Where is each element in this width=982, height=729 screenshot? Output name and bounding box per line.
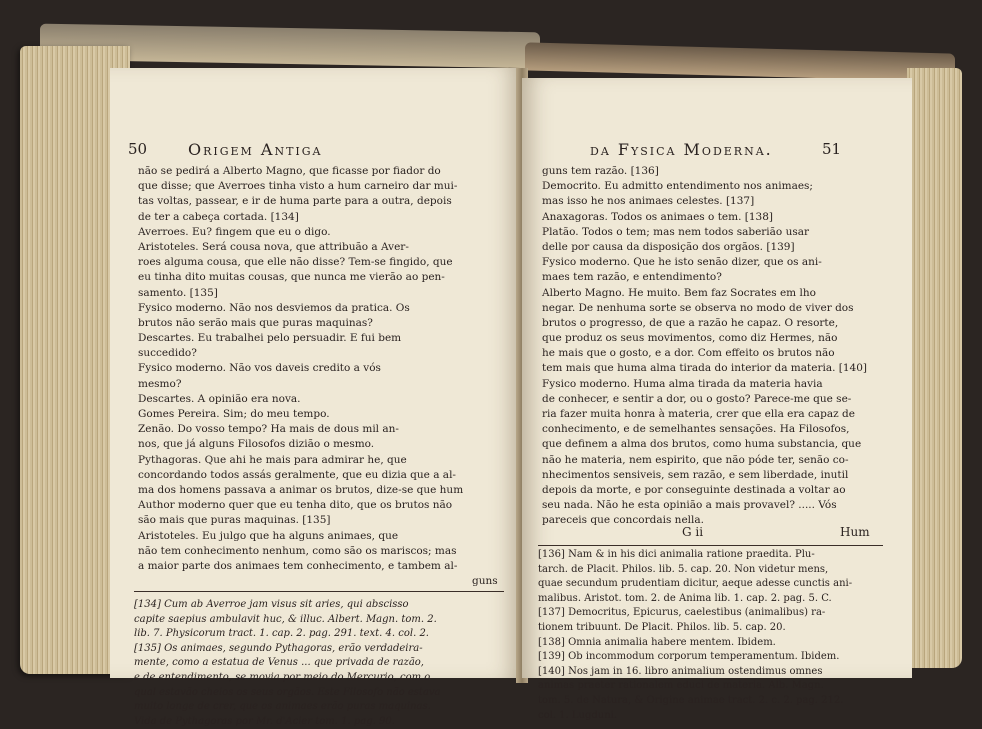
- text-line: samento. [135]: [138, 286, 218, 299]
- footnote-line: [140] Nos jam in 16. libro animalium ostendimus omnes: [538, 665, 823, 677]
- text-line: mas isso he nos animaes celestes. [137]: [542, 195, 755, 208]
- footnote-line: e de entendimento, se movia por meio do Mercurio, com o: [134, 671, 431, 683]
- text-line: de ter a cabeça cortada. [134]: [138, 210, 299, 223]
- text-line: mesmo?: [138, 377, 182, 390]
- text-line: Aristoteles. Eu julgo que ha alguns animaes, que: [138, 529, 399, 542]
- text-line: nos, que já alguns Filosofos dizião o mesmo.: [138, 438, 375, 451]
- text-line: depois da morte, e por conseguinte destinada a voltar ao: [542, 483, 846, 496]
- text-line: tem mais que huma alma tirada do interior da materia. [140]: [542, 362, 867, 375]
- footnote-rule: [134, 591, 504, 592]
- text-line: maes tem razão, e entendimento?: [542, 271, 722, 284]
- footnote-line: [135] Os animaes, segundo Pythagoras, erão verdadeira-: [134, 642, 423, 654]
- text-line: brutos o progresso, de que a razão he capaz. O resorte,: [542, 316, 839, 329]
- text-line: Platão. Todos o tem; mas nem todos saberião usar: [542, 225, 810, 238]
- footnote-line: lib. 7. Physicorum tract. 1. cap. 2. pag. 291. text. 4. col. 2.: [134, 628, 429, 640]
- text-line: Fysico moderno. Que he isto senão dizer, que os ani-: [542, 256, 822, 269]
- footnote-line: animas praeter rationalem educi de materia. Alb. Magn.: [538, 680, 824, 692]
- text-line: que produz os seus movimentos, como diz Hermes, não: [542, 332, 838, 345]
- footnote-line: tom. 5. de Natura, & Origine animae tract. 2. c. 2. pag. 212.: [538, 694, 844, 706]
- footnote-line: qual estavão cheios os seus orgãos. Este Filosofo não estava: [134, 686, 441, 698]
- right-page: [522, 78, 912, 721]
- text-line: seu nada. Não he esta opinião a mais provavel? ..... Vós: [542, 499, 837, 512]
- text-line: não he materia, nem espirito, que não póde ter, senão co-: [542, 453, 849, 466]
- text-line: Descartes. Eu trabalhei pelo persuadir. E fui bem: [138, 332, 402, 345]
- text-line: Democrito. Eu admitto entendimento nos animaes;: [542, 180, 813, 193]
- text-line: Pythagoras. Que ahi he mais para admirar he, que: [138, 453, 407, 466]
- text-line: Anaxagoras. Todos os animaes o tem. [138]: [542, 210, 773, 223]
- footnote-line: tionem tribuunt. De Placit. Philos. lib. 5. cap. 20.: [538, 621, 786, 633]
- footnote-line: mente, como a estatua de Venus ... que privada de razão,: [134, 657, 424, 669]
- footnote-line: [136] Nam & in his dici animalia ratione praedita. Plu-: [538, 549, 815, 560]
- text-line: Descartes. A opinião era nova.: [138, 392, 301, 405]
- text-line: não tem conhecimento nenhum, como são os mariscos; mas: [138, 544, 457, 557]
- text-line: nhecimentos sensiveis, sem razão, e sem liberdade, inutil: [542, 468, 849, 481]
- text-line: ma dos homens passava a animar os brutos, dize-se que hum: [138, 483, 464, 496]
- text-line: tas voltas, passear, e ir de huma parte para a outra, depois: [138, 195, 452, 208]
- footnote-line: capite saepius ambulavit huc, & illuc. Albert. Magn. tom. 2.: [134, 613, 437, 625]
- page-number: 51: [822, 140, 842, 158]
- right-footnotes: [538, 548, 852, 723]
- left-footnotes: [134, 598, 441, 729]
- footnote-line: [137] Democritus, Epicurus, caelestibus (animalibus) ra-: [538, 607, 826, 619]
- text-line: a maior parte dos animaes tem conhecimento, e tambem al-: [138, 559, 458, 572]
- text-line: Aristoteles. Será cousa nova, que attribuão a Aver-: [138, 240, 409, 253]
- running-head: Origem Antiga: [188, 140, 323, 159]
- book-top-edge-right: [525, 42, 955, 81]
- catchword: Hum: [840, 525, 870, 539]
- text-line: succedido?: [138, 347, 197, 360]
- text-line: que definem a alma dos brutos, como huma substancia, que: [542, 438, 862, 451]
- text-line: que disse; que Averroes tinha visto a hum carneiro dar mui-: [138, 180, 458, 193]
- right-body-text: [542, 164, 867, 529]
- running-head: da Fysica Moderna.: [590, 140, 773, 159]
- text-line: delle por causa da disposição dos orgãos. [139]: [542, 240, 795, 253]
- left-page: [110, 68, 520, 727]
- text-line: Averroes. Eu? fingem que eu o digo.: [138, 225, 331, 238]
- text-line: Author moderno quer que eu tenha dito, que os brutos não: [138, 499, 453, 512]
- footnote-line: malibus. Aristot. tom. 2. de Anima lib. 1. cap. 2. pag. 5. C.: [538, 592, 832, 604]
- text-line: são mais que puras maquinas. [135]: [138, 514, 331, 527]
- text-line: conhecimento, e de semelhantes sensações. Ha Filosofos,: [542, 423, 850, 436]
- text-line: roes alguma cousa, que elle não disse? Tem-se fingido, que: [138, 256, 453, 269]
- text-line: Zenão. Do vosso tempo? Ha mais de dous mil an-: [138, 423, 399, 436]
- text-line: eu tinha dito muitas cousas, que nunca me vierão ao pen-: [138, 271, 445, 284]
- text-line: de conhecer, e sentir a dor, ou o gosto? Parece-me que se-: [542, 392, 852, 405]
- footnote-line: [139] Ob incommodum corporum temperamentum. Ibidem.: [538, 651, 840, 663]
- page-number: 50: [128, 140, 148, 158]
- text-line: Alberto Magno. He muito. Bem faz Socrates em lho: [542, 286, 816, 299]
- signature-mark: G ii: [682, 525, 704, 539]
- footnote-line: [138] Omnia animalia habere mentem. Ibidem.: [538, 636, 776, 648]
- text-line: ria fazer muita honra à materia, crer que ella era capaz de: [542, 408, 855, 420]
- page-block-right: [907, 68, 962, 668]
- text-line: brutos não serão mais que puras maquinas?: [138, 316, 373, 329]
- text-line: Fysico moderno. Huma alma tirada da materia havia: [542, 377, 823, 390]
- text-line: he mais que o gosto, e a dor. Com effeito os brutos não: [542, 347, 835, 360]
- text-line: não se pedirá a Alberto Magno, que ficasse por fiador do: [138, 165, 441, 177]
- catchword: guns: [472, 575, 498, 587]
- footnote-rule: [538, 545, 883, 546]
- footnote-line: quae secundum prudentiam dicitur, aeque adesse cunctis ani-: [538, 578, 853, 590]
- text-line: negar. De nenhuma sorte se observa no modo de viver dos: [542, 301, 854, 314]
- text-line: Gomes Pereira. Sim; do meu tempo.: [138, 408, 330, 420]
- footnote-line: Vida de Pythagoras por Mr. d'Acier tom. 1. pag. 90.: [134, 715, 395, 727]
- footnote-line: muito longe de crer, que os animaes erão puras maquinas.: [134, 701, 431, 713]
- footnote-line: col. 1. Lugduni.: [538, 709, 618, 721]
- open-book: [20, 28, 962, 727]
- text-line: pareceis que concordais nella.: [542, 514, 704, 527]
- left-body-text: [138, 164, 463, 574]
- text-line: Fysico moderno. Não vos daveis credito a vós: [138, 362, 381, 375]
- text-line: Fysico moderno. Não nos desviemos da pratica. Os: [138, 301, 410, 314]
- text-line: guns tem razão. [136]: [542, 165, 659, 177]
- text-line: concordando todos assás geralmente, que eu dizia que a al-: [138, 468, 456, 481]
- footnote-line: tarch. de Placit. Philos. lib. 5. cap. 20. Non videtur mens,: [538, 563, 829, 575]
- footnote-line: [134] Cum ab Averroe jam visus sit aries, qui abscisso: [134, 599, 409, 610]
